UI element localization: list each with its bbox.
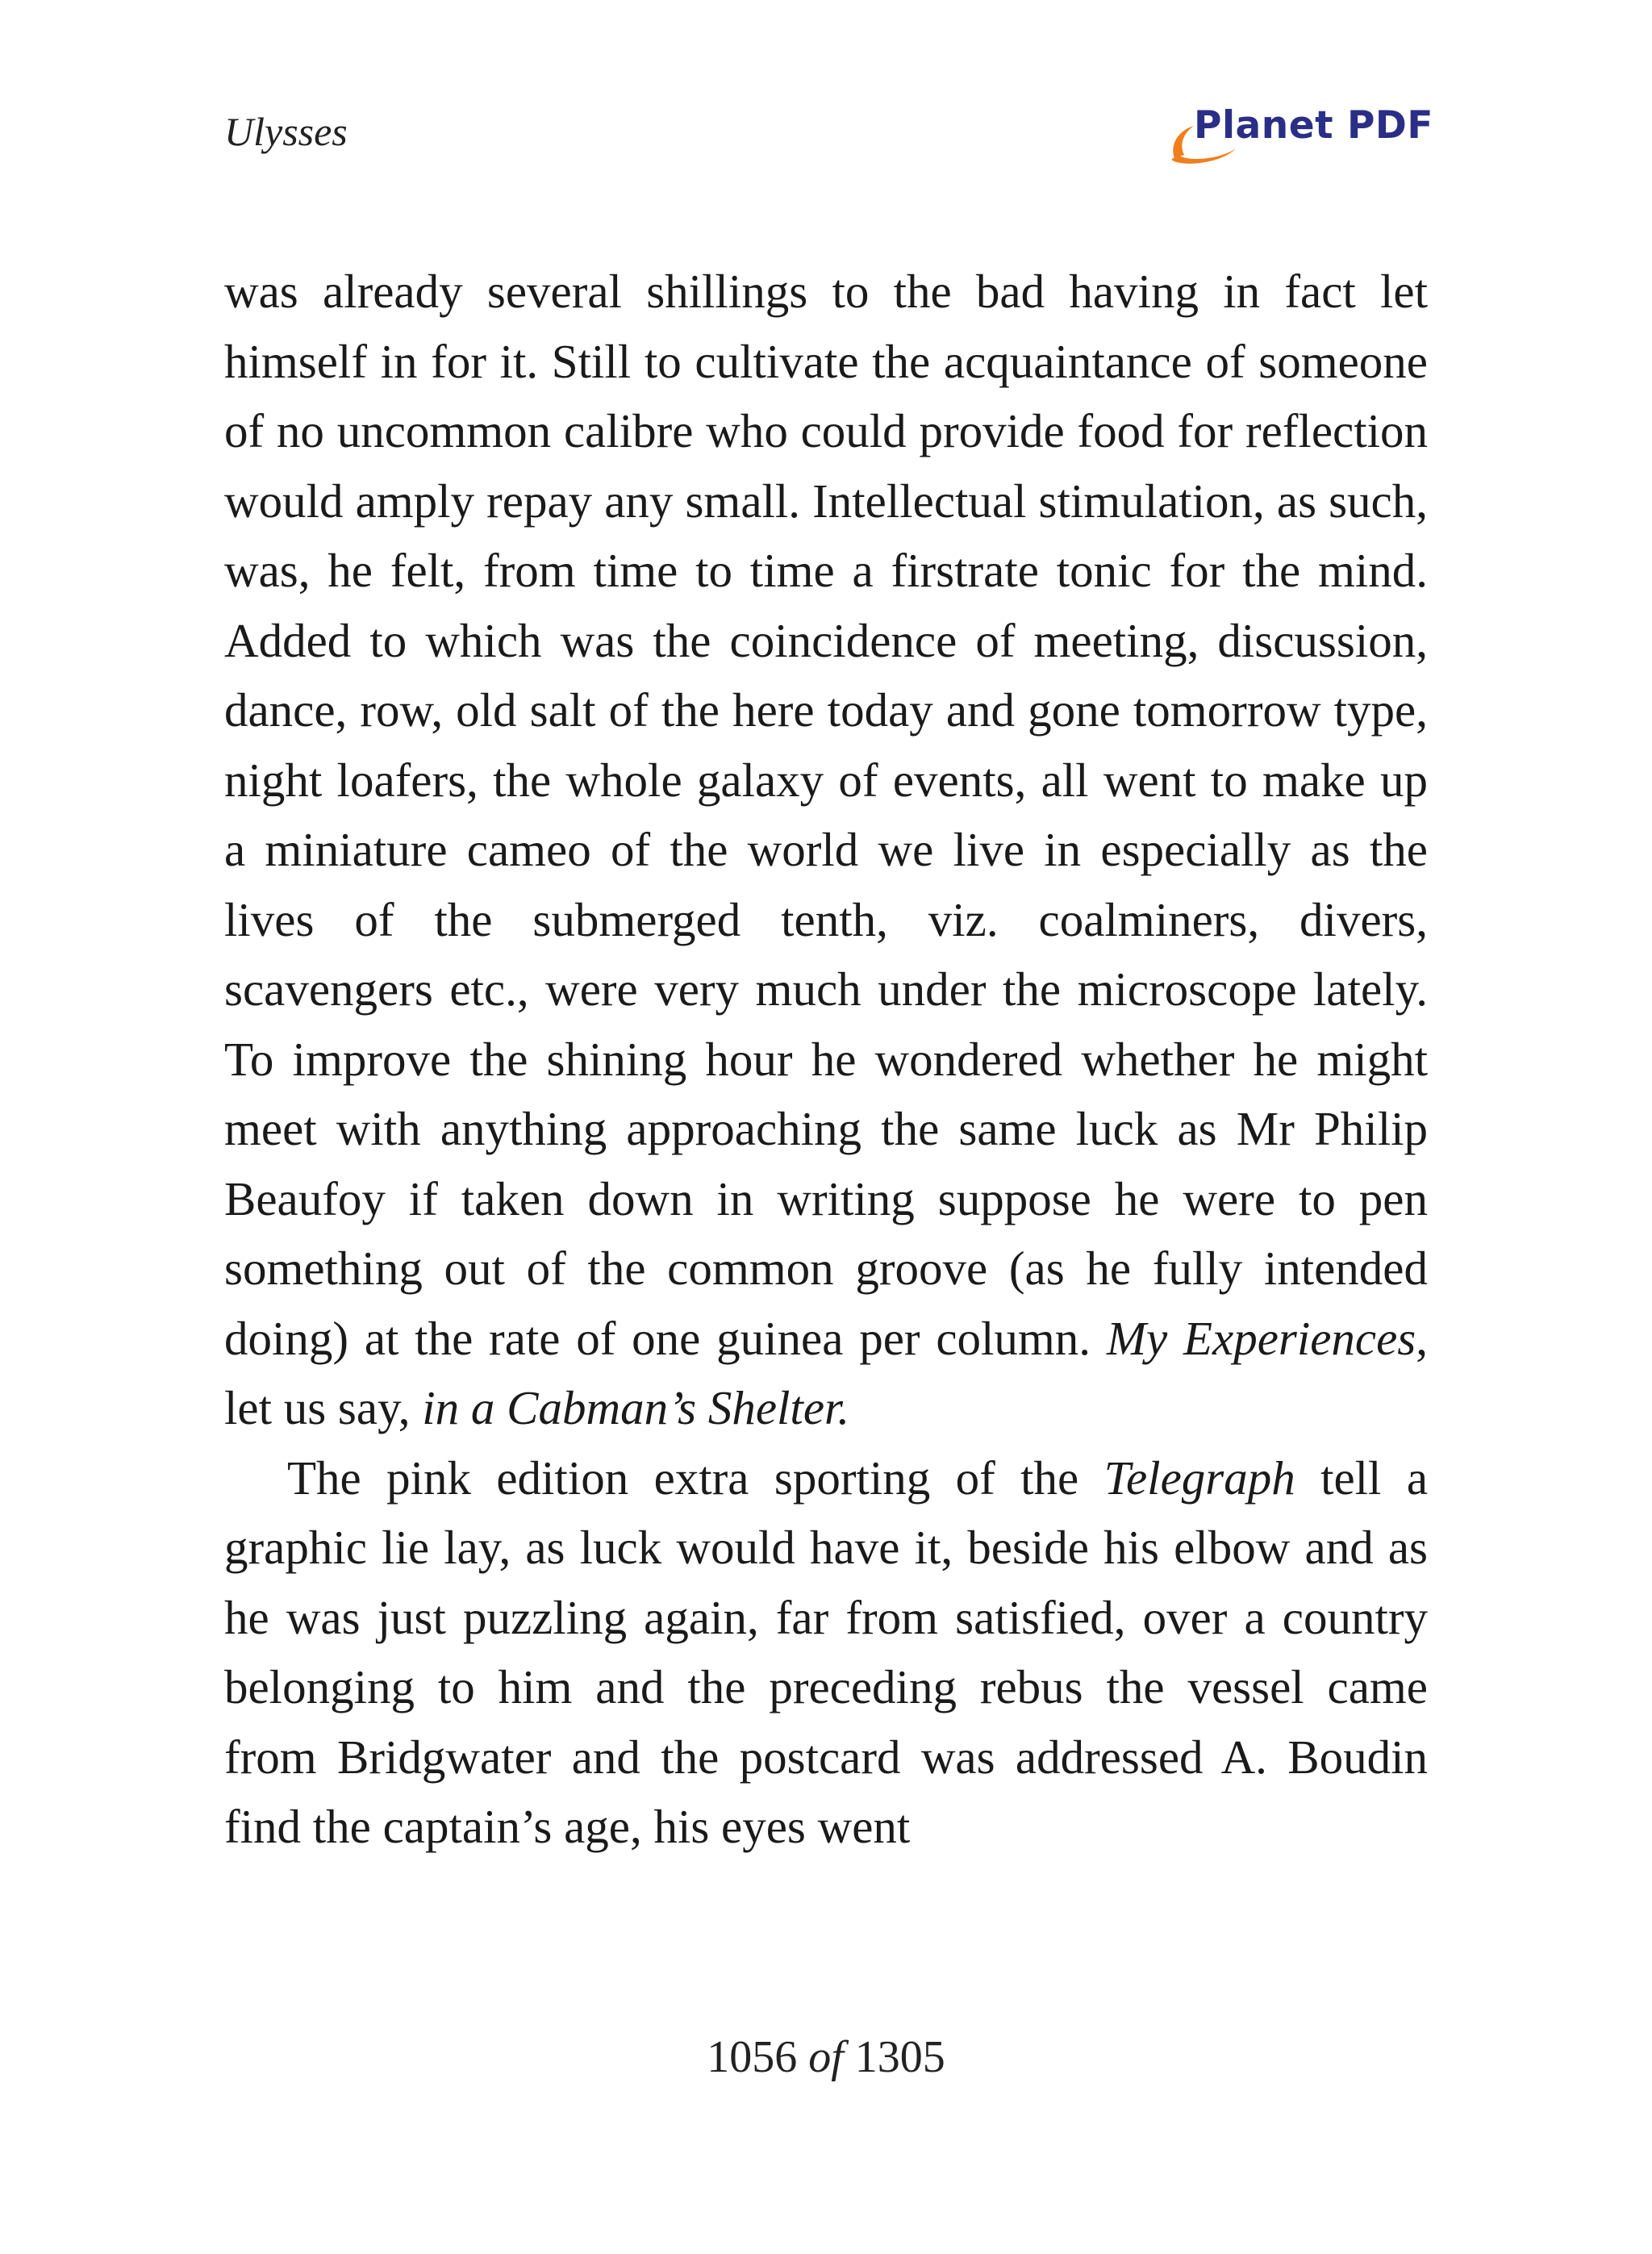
newspaper-name-italic: Telegraph xyxy=(1103,1450,1295,1505)
book-subtitle-italic: in a Cabman’s Shelter. xyxy=(422,1381,850,1434)
paragraph-1-mid: , let us say, xyxy=(224,1311,1429,1434)
body-text xyxy=(224,257,1428,1862)
page-total: 1305 xyxy=(854,2032,945,2082)
paragraph-2 xyxy=(224,1443,1428,1862)
planet-pdf-logo xyxy=(1166,98,1434,171)
paragraph-2-before: The pink edition extra sporting of the xyxy=(287,1450,1104,1505)
book-title-italic: My Experiences xyxy=(1106,1311,1416,1365)
page-current: 1056 xyxy=(707,2032,798,2082)
paragraph-1 xyxy=(224,257,1428,1443)
logo-text: Planet PDF xyxy=(1194,103,1434,148)
running-title: Ulysses xyxy=(224,109,348,154)
paragraph-1-text: was already several shillings to the bad having in fact let himself in for it. Still to cultivate the acquaintance of someone of no uncommon calibre who could provide food for reflection would amply repay any small. Intellectual stimulation, as such, was, he felt, from time to time a firstrate tonic for the mind. Added to which was the coincidence of meeting, discussion, dance, row, old salt of the here today and gone tomorrow type, night loafers, the whole galaxy of events, all went to make up a miniature cameo of the world we live in especially as the lives of the submerged tenth, viz. coalminers, divers, scavengers etc., were very much under the microscope lately. To improve the shining hour he wondered whether he might meet with anything approaching the same luck as Mr Philip Beaufoy if taken down in writing suppose he were to pen something out of the common groove (as he fully intended doing) at the rate of one guinea per column. xyxy=(224,265,1428,1365)
paragraph-2-after: tell a graphic lie lay, as luck would have it, beside his elbow and as he was just puzzling again, far from satisfied, over a country belonging to him and the preceding rebus the vessel came from Bridgwater and the postcard was addressed A. Boudin find the captain’s age, his eyes went xyxy=(224,1450,1429,1853)
page-number xyxy=(0,2031,1652,2083)
page-of: of xyxy=(808,2032,844,2082)
